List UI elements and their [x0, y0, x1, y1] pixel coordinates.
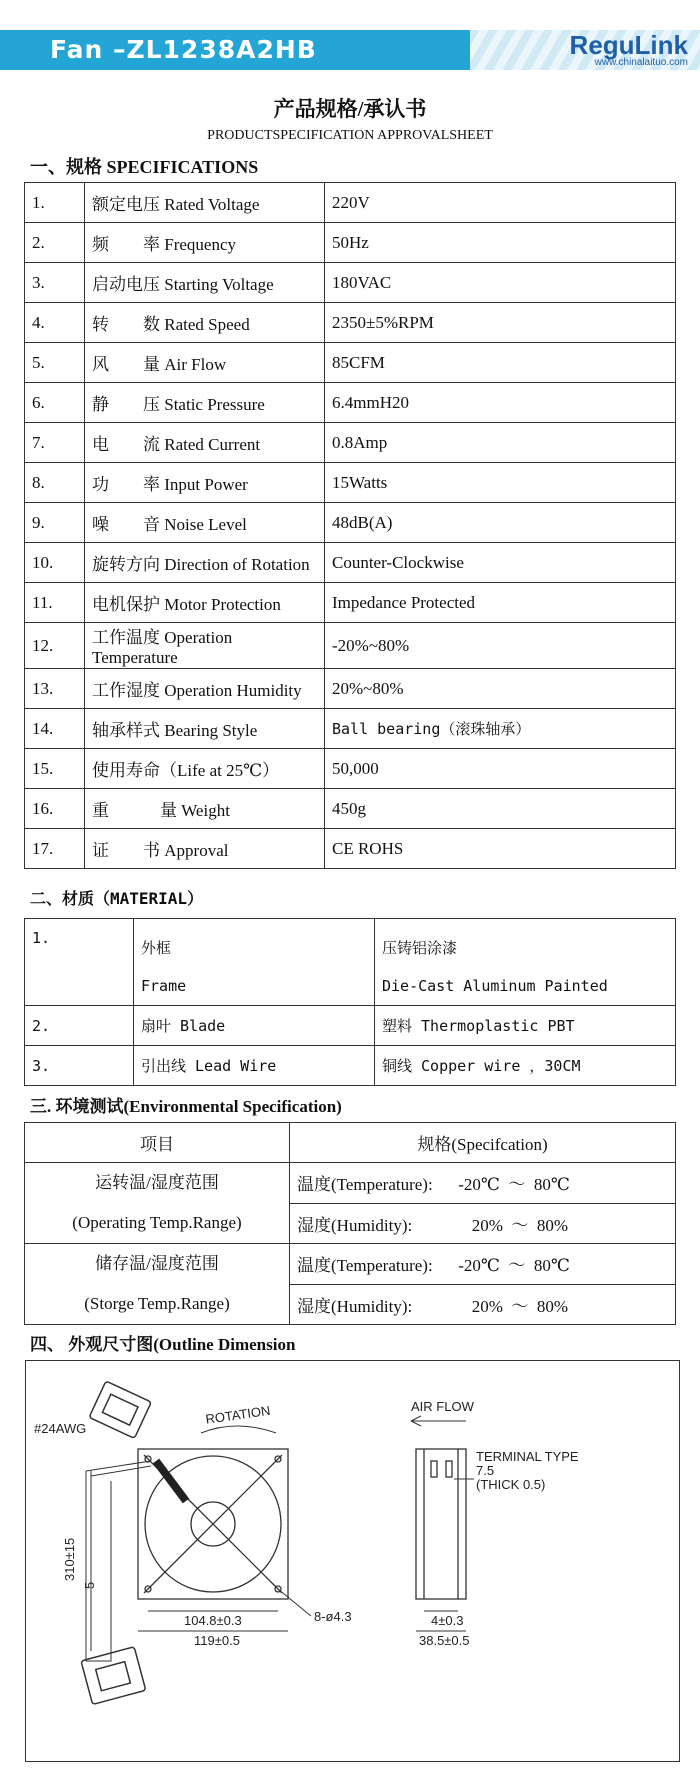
spec-row: [25, 503, 676, 543]
header-banner: [0, 30, 700, 70]
spec-row: [25, 709, 676, 749]
spec-no: 9.: [25, 503, 85, 543]
doc-title: 产品规格/承认书: [273, 97, 427, 121]
dim-104: 104.8±0.3: [184, 1613, 242, 1628]
spec-row: [25, 829, 676, 869]
spec-value: -20%~80%: [325, 623, 676, 669]
spec-row: [25, 543, 676, 583]
env-operating-en: (Operating Temp.Range): [72, 1213, 242, 1232]
spec-value: 6.4mmH20: [325, 383, 676, 423]
airflow-label: AIR FLOW: [411, 1399, 474, 1414]
spec-no: 10.: [25, 543, 85, 583]
spec-value: Ball bearing（滚珠轴承）: [325, 709, 676, 749]
env-operating-cn: 运转温/湿度范围: [95, 1173, 219, 1192]
spec-no: 11.: [25, 583, 85, 623]
material-value: [375, 919, 676, 1006]
fan-front-icon: [138, 1449, 288, 1599]
spec-row: [25, 263, 676, 303]
spec-value: 48dB(A): [325, 503, 676, 543]
spec-no: 14.: [25, 709, 85, 749]
specs-table: [24, 182, 676, 869]
spec-row: [25, 789, 676, 829]
spec-no: 2.: [25, 223, 85, 263]
env-col-spec: 规格(Specifcation): [290, 1123, 676, 1163]
spec-label: 重 量 Weight: [85, 789, 325, 829]
connector-bottom-icon: [81, 1647, 146, 1705]
spec-label: 静 压 Static Pressure: [85, 383, 325, 423]
spec-label: 启动电压 Starting Voltage: [85, 263, 325, 303]
material-label: 引出线 Lead Wire: [134, 1046, 375, 1086]
material-no: 2.: [25, 1006, 134, 1046]
env-storage-cn: 储存温/湿度范围: [95, 1254, 219, 1273]
terminal-thick: (THICK 0.5): [476, 1477, 546, 1492]
material-value: 铜线 Copper wire ，30CM: [375, 1046, 676, 1086]
spec-label: 轴承样式 Bearing Style: [85, 709, 325, 749]
spec-value: 20%~80%: [325, 669, 676, 709]
spec-label: 频 率 Frequency: [85, 223, 325, 263]
spec-row: [25, 223, 676, 263]
dim-119: 119±0.5: [194, 1633, 240, 1648]
env-temp: 温度(Temperature): -20℃ ～ 80℃: [290, 1163, 676, 1204]
spec-label: 证 书 Approval: [85, 829, 325, 869]
spec-no: 17.: [25, 829, 85, 869]
material-label: 扇叶 Blade: [134, 1006, 375, 1046]
spec-value: 85CFM: [325, 343, 676, 383]
env-table: [24, 1122, 676, 1325]
rotation-label: ROTATION: [204, 1402, 272, 1427]
material-label: [134, 919, 375, 1006]
spec-no: 15.: [25, 749, 85, 789]
spec-label: 电 流 Rated Current: [85, 423, 325, 463]
material-value-cn: 压铸铝涂漆: [382, 939, 458, 957]
airflow-arrow-icon: [411, 1416, 466, 1426]
terminal-size: 7.5: [476, 1463, 495, 1478]
spec-no: 16.: [25, 789, 85, 829]
env-temp: 温度(Temperature): -20℃ ～ 80℃: [290, 1244, 676, 1285]
specs-heading: 一、规格 SPECIFICATIONS: [30, 157, 259, 177]
spec-label: 旋转方向 Direction of Rotation: [85, 543, 325, 583]
material-no: 1.: [25, 919, 134, 1006]
doc-subtitle: PRODUCTSPECIFICATION APPROVALSHEET: [207, 128, 493, 143]
brand-logo: ReguLink: [569, 30, 688, 60]
spec-no: 13.: [25, 669, 85, 709]
spec-value: Impedance Protected: [325, 583, 676, 623]
awg-label: #24AWG: [34, 1421, 87, 1436]
spec-label: 使用寿命（Life at 25℃）: [85, 749, 325, 789]
env-operating: [25, 1163, 290, 1244]
spec-value: 50Hz: [325, 223, 676, 263]
material-table: [24, 918, 676, 1086]
spec-value: 15Watts: [325, 463, 676, 503]
spec-value: 180VAC: [325, 263, 676, 303]
spec-no: 1.: [25, 183, 85, 223]
brand-url: www.chinalaituo.com: [594, 57, 688, 68]
outline-drawing: [25, 1360, 680, 1762]
dim-4: 4±0.3: [431, 1613, 464, 1628]
spec-row: [25, 623, 676, 669]
spec-row: [25, 749, 676, 789]
spec-label: 电机保护 Motor Protection: [85, 583, 325, 623]
spec-row: [25, 183, 676, 223]
material-row: [25, 1006, 676, 1046]
env-col-item: 项目: [25, 1123, 290, 1163]
spec-no: 4.: [25, 303, 85, 343]
spec-value: 450g: [325, 789, 676, 829]
spec-no: 8.: [25, 463, 85, 503]
spec-no: 6.: [25, 383, 85, 423]
spec-row: [25, 669, 676, 709]
spec-row: [25, 583, 676, 623]
spec-value: 0.8Amp: [325, 423, 676, 463]
product-title: Fan –ZL1238A2HB: [50, 35, 317, 64]
connector-top-icon: [89, 1381, 151, 1438]
spec-no: 7.: [25, 423, 85, 463]
spec-value: 2350±5%RPM: [325, 303, 676, 343]
spec-row: [25, 303, 676, 343]
dim-38: 38.5±0.5: [419, 1633, 470, 1648]
fan-outline-diagram: [26, 1361, 679, 1761]
spec-no: 5.: [25, 343, 85, 383]
spec-no: 12.: [25, 623, 85, 669]
material-value: 塑料 Thermoplastic PBT: [375, 1006, 676, 1046]
env-heading: 三. 环境测试(Environmental Specification): [30, 1097, 342, 1116]
spec-label: 工作温度 Operation Temperature: [85, 623, 325, 669]
five-label: 5: [82, 1581, 97, 1589]
env-row: [25, 1163, 676, 1204]
spec-row: [25, 423, 676, 463]
spec-label: 噪 音 Noise Level: [85, 503, 325, 543]
spec-row: [25, 463, 676, 503]
wire-length-label: 310±15: [62, 1537, 77, 1581]
spec-no: 3.: [25, 263, 85, 303]
rotation-arrow-icon: [201, 1426, 276, 1433]
spec-value: 220V: [325, 183, 676, 223]
terminal-label: TERMINAL TYPE: [476, 1449, 579, 1464]
spec-value: 50,000: [325, 749, 676, 789]
env-hum: 湿度(Humidity): 20% ～ 80%: [290, 1284, 676, 1325]
spec-label: 风 量 Air Flow: [85, 343, 325, 383]
spec-label: 额定电压 Rated Voltage: [85, 183, 325, 223]
material-no: 3.: [25, 1046, 134, 1086]
spec-row: [25, 343, 676, 383]
material-value-en: Die-Cast Aluminum Painted: [382, 977, 608, 995]
env-row: [25, 1244, 676, 1285]
material-label-cn: 外框: [141, 939, 172, 957]
env-storage: [25, 1244, 290, 1325]
material-heading: 二、材质（MATERIAL）: [30, 889, 204, 908]
spec-value: CE ROHS: [325, 829, 676, 869]
spec-label: 工作湿度 Operation Humidity: [85, 669, 325, 709]
spec-label: 转 数 Rated Speed: [85, 303, 325, 343]
outline-heading: 四、 外观尺寸图(Outline Dimension: [30, 1335, 296, 1354]
spec-value: Counter-Clockwise: [325, 543, 676, 583]
fan-side-icon: [416, 1449, 466, 1599]
material-label-en: Frame: [141, 977, 187, 995]
hole-label: 8-ø4.3: [314, 1609, 352, 1624]
material-row: [25, 919, 676, 1006]
env-hum: 湿度(Humidity): 20% ～ 80%: [290, 1203, 676, 1244]
env-storage-en: (Storge Temp.Range): [84, 1294, 230, 1313]
spec-row: [25, 383, 676, 423]
spec-label: 功 率 Input Power: [85, 463, 325, 503]
env-header-row: [25, 1123, 676, 1163]
material-row: [25, 1046, 676, 1086]
